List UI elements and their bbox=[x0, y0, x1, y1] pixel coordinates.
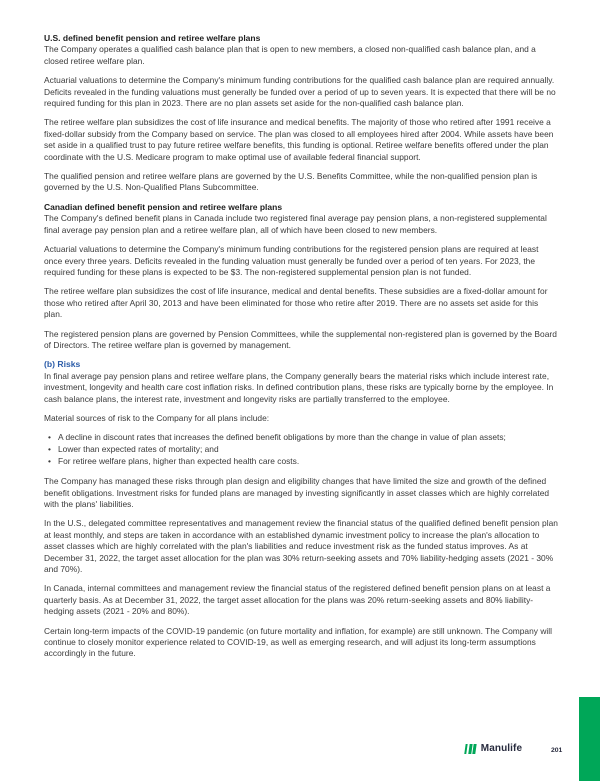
bullet-item: • For retiree welfare plans, higher than expected health care costs. bbox=[58, 456, 558, 468]
page-footer bbox=[0, 742, 600, 760]
page-content bbox=[44, 33, 558, 668]
risks-section-heading: (b) Risks bbox=[44, 359, 81, 370]
paragraph: In Canada, internal committees and management review the financial status of the registered defined benefit pension plans on at least a quarterly basis. As at December 31, 2022, the target asset allocation for the plans was 20% return-seeking assets and 80% liability-hedging assets (2021 - 20% and 80%). bbox=[44, 583, 551, 617]
us-section-heading: U.S. defined benefit pension and retiree welfare plans bbox=[44, 33, 261, 43]
section-edge-tab bbox=[579, 697, 600, 781]
bullet-item: • Lower than expected rates of mortality; and bbox=[58, 444, 558, 456]
paragraph: Actuarial valuations to determine the Company's minimum funding contributions for the qualified cash balance plan are required annually. Deficits revealed in the funding valuations must generally be funded over a period of up to seven years. It is expected that there will be no required funding for this plan in 2023. There are no plan assets set aside for the non-qualified cash balance plan. bbox=[44, 75, 556, 109]
manulife-brand bbox=[465, 743, 522, 754]
paragraph: Material sources of risk to the Company for all plans include: bbox=[44, 412, 270, 423]
paragraph: Actuarial valuations to determine the Company's minimum funding contributions for the registered pension plans are required at least once every three years. Deficits revealed in the funding valuation must generally be funded over a period of ten years. For 2023, the required funding for these plans is expected to be $3. The non-registered supplemental pension plan is not funded. bbox=[44, 244, 539, 277]
paragraph: The registered pension plans are governed by Pension Committees, while the supplemental non-registered plan is governed by the Board of Directors. The retiree welfare plan is governed by management. bbox=[44, 328, 557, 350]
footer-brand-name: Manulife bbox=[480, 743, 523, 754]
manulife-logo-icon bbox=[464, 744, 476, 754]
risk-bullet-list bbox=[44, 432, 558, 467]
paragraph: Certain long-term impacts of the COVID-19 pandemic (on future mortality and inflation, for example) are still unknown. The Company will continue to closely monitor experience related to COVID-19, as well as emerging research, and will adjust its long-term assumptions accordingly in the future. bbox=[44, 625, 553, 659]
paragraph: In final average pay pension plans and retiree welfare plans, the Company generally bears the material risks which include interest rate, investment, longevity and health care cost inflation risks. In defined contribution plans, these risks are typically borne by the employee. In cash balance plans, the interest rate, investment and longevity risks are partially transferred to the employee. bbox=[44, 370, 554, 404]
paragraph: The retiree welfare plan subsidizes the cost of life insurance, medical and dental benefits. These subsidies are a fixed-dollar amount for those who retired after April 30, 2013 and have been eliminated for those who retire after 2019. There are no assets set aside for this plan. bbox=[44, 286, 548, 320]
paragraph: The retiree welfare plan subsidizes the cost of life insurance and medical benefits. The majority of those who retired after 1991 receive a fixed-dollar subsidy from the Company based on service. The plan was closed to all employees hired after 2004. While assets have been set aside in a qualified trust to pay future retiree welfare benefits, this funding is optional. Retiree welfare benefits offered under the plan coordinate with the U.S. Medicare program to make optimal use of available federal financial support. bbox=[44, 117, 554, 162]
paragraph: The Company operates a qualified cash balance plan that is open to new members, a closed non-qualified cash balance plan, and a closed retiree welfare plan. bbox=[44, 44, 536, 66]
paragraph: The Company's defined benefit plans in Canada include two registered final average pay pension plans, a non-registered supplemental final average pay pension plan and a retiree welfare plan, all of which have been closed to new members. bbox=[44, 213, 547, 235]
canada-section-heading: Canadian defined benefit pension and retiree welfare plans bbox=[44, 201, 283, 212]
paragraph: In the U.S., delegated committee representatives and management review the financial status of the qualified defined benefit pension plan at least monthly, and steps are taken in accordance with an established dynamic investment policy to increase the plan's allocation to asset classes which are highly correlated with the plan's liabilities and reduce investment risk as the funded status improves. As at December 31, 2022, the target asset allocation for the plan was 30% return-seeking assets and 70% liability-hedging assets (2021 - 30% and 70%). bbox=[44, 518, 558, 574]
bullet-item: • A decline in discount rates that increases the defined benefit obligations by more than the change in value of plan assets; bbox=[58, 432, 558, 444]
paragraph: The qualified pension and retiree welfare plans are governed by the U.S. Benefits Committee, while the non-qualified pension plan is governed by the U.S. Non-Qualified Plans Subcommittee. bbox=[44, 171, 538, 193]
page-number: 201 bbox=[551, 747, 563, 754]
paragraph: The Company has managed these risks through plan design and eligibility changes that have limited the size and growth of the defined benefit obligations. Investment risks for funded plans are managed by investing significantly in asset classes which are highly correlated with the plans' liabilities. bbox=[44, 476, 550, 509]
